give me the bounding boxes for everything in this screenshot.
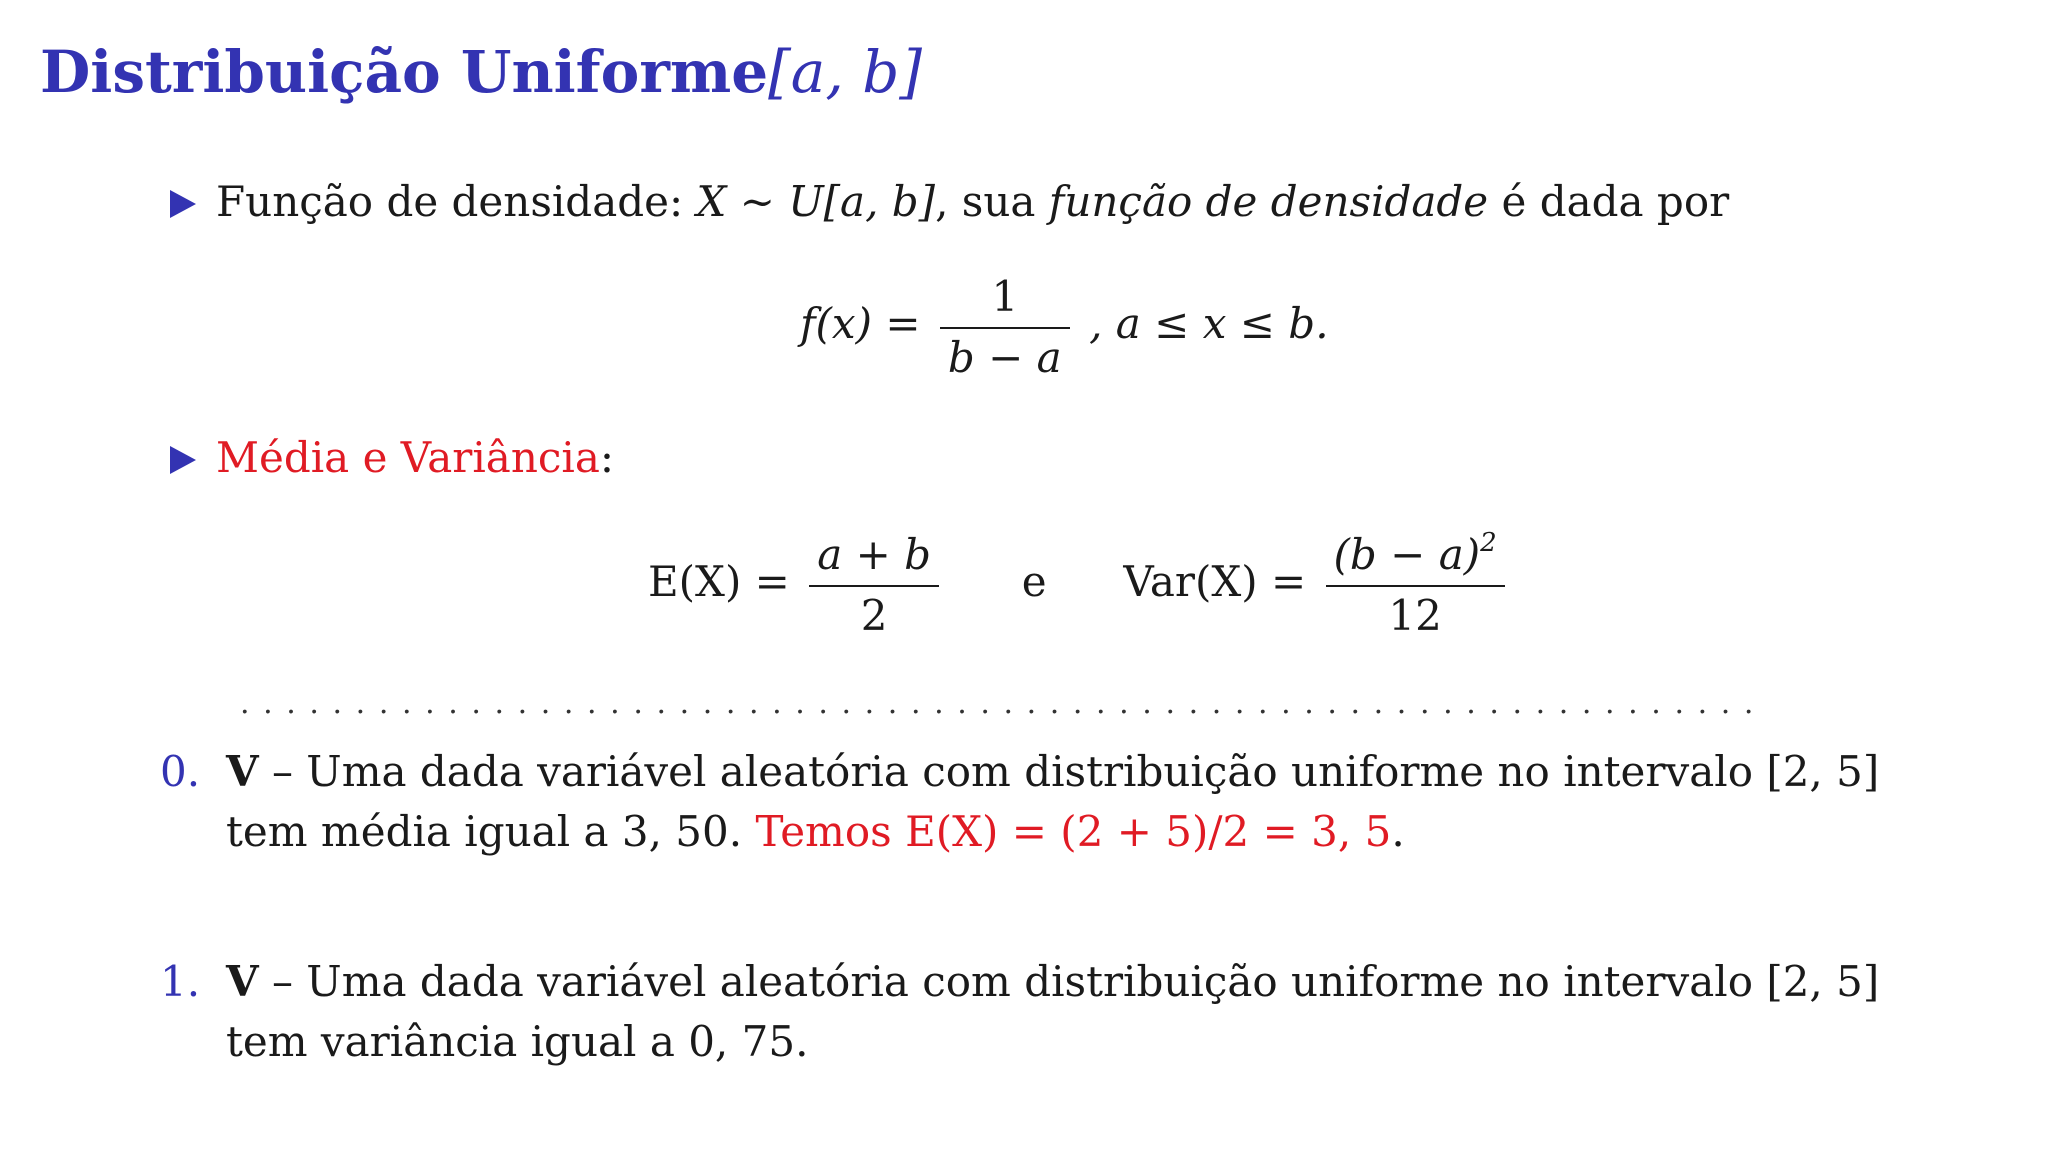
item-number: 1. xyxy=(160,957,201,1006)
variance-denominator: 12 xyxy=(1326,585,1505,640)
list-item xyxy=(160,952,1879,1072)
bullet-mean-variance xyxy=(170,432,614,484)
title-text: Distribuição Uniforme xyxy=(40,38,769,106)
item-text-cont: tem variância igual a 0, 75. xyxy=(226,1017,809,1066)
item-1-line2 xyxy=(226,1012,1879,1072)
item-text-cont: tem média igual a 3, 50. xyxy=(226,807,756,856)
bullet-density-suffix: é dada por xyxy=(1488,177,1730,226)
item-1-line1 xyxy=(160,952,1879,1012)
bullet-triangle-icon xyxy=(170,446,196,474)
item-number: 0. xyxy=(160,747,201,796)
bullet-density-prefix: Função de densidade: xyxy=(216,177,697,226)
bullet-mean-variance-label: Média e Variância xyxy=(216,433,600,482)
variance-fraction xyxy=(1326,530,1505,640)
item-text: – Uma dada variável aleatória com distribuição uniforme no intervalo [2, 5] xyxy=(258,747,1880,796)
item-mark: V xyxy=(226,957,259,1006)
connector-e: e xyxy=(1021,557,1047,606)
bullet-mean-variance-suffix: : xyxy=(599,433,615,482)
bullet-density-emph: função de densidade xyxy=(1048,177,1489,226)
item-0-line1 xyxy=(160,742,1879,802)
dotted-separator: .................................................................. xyxy=(240,686,1767,721)
density-formula xyxy=(800,272,1329,382)
variance-numerator: (b − a) xyxy=(1333,530,1481,579)
density-numerator: 1 xyxy=(991,272,1019,321)
mean-fraction xyxy=(809,530,939,640)
density-rhs: , a ≤ x ≤ b. xyxy=(1089,299,1329,348)
mean-denominator: 2 xyxy=(809,585,939,640)
list-item xyxy=(160,742,1879,862)
slide-title xyxy=(40,38,922,106)
density-fraction xyxy=(940,272,1070,382)
density-denominator: b − a xyxy=(940,327,1070,382)
title-math: [a, b] xyxy=(768,38,922,106)
variance-exponent: 2 xyxy=(1480,528,1497,558)
item-end: . xyxy=(1391,807,1405,856)
item-mark: V xyxy=(226,747,259,796)
variance-numerator-wrap xyxy=(1326,530,1505,585)
mean-variance-formula xyxy=(648,530,1511,640)
bullet-triangle-icon xyxy=(170,190,196,218)
item-answer: Temos E(X) = (2 + 5)/2 = 3, 5 xyxy=(755,807,1392,856)
item-0-line2 xyxy=(226,802,1879,862)
density-lhs: f(x) = xyxy=(800,299,921,348)
bullet-density-mid: , sua xyxy=(935,177,1049,226)
bullet-density-math: X ∼ U[a, b] xyxy=(696,177,936,226)
variance-lhs: Var(X) = xyxy=(1123,557,1307,606)
item-text: – Uma dada variável aleatória com distribuição uniforme no intervalo [2, 5] xyxy=(258,957,1880,1006)
mean-numerator: a + b xyxy=(817,530,932,579)
mean-lhs: E(X) = xyxy=(648,557,790,606)
bullet-density xyxy=(170,176,1729,228)
